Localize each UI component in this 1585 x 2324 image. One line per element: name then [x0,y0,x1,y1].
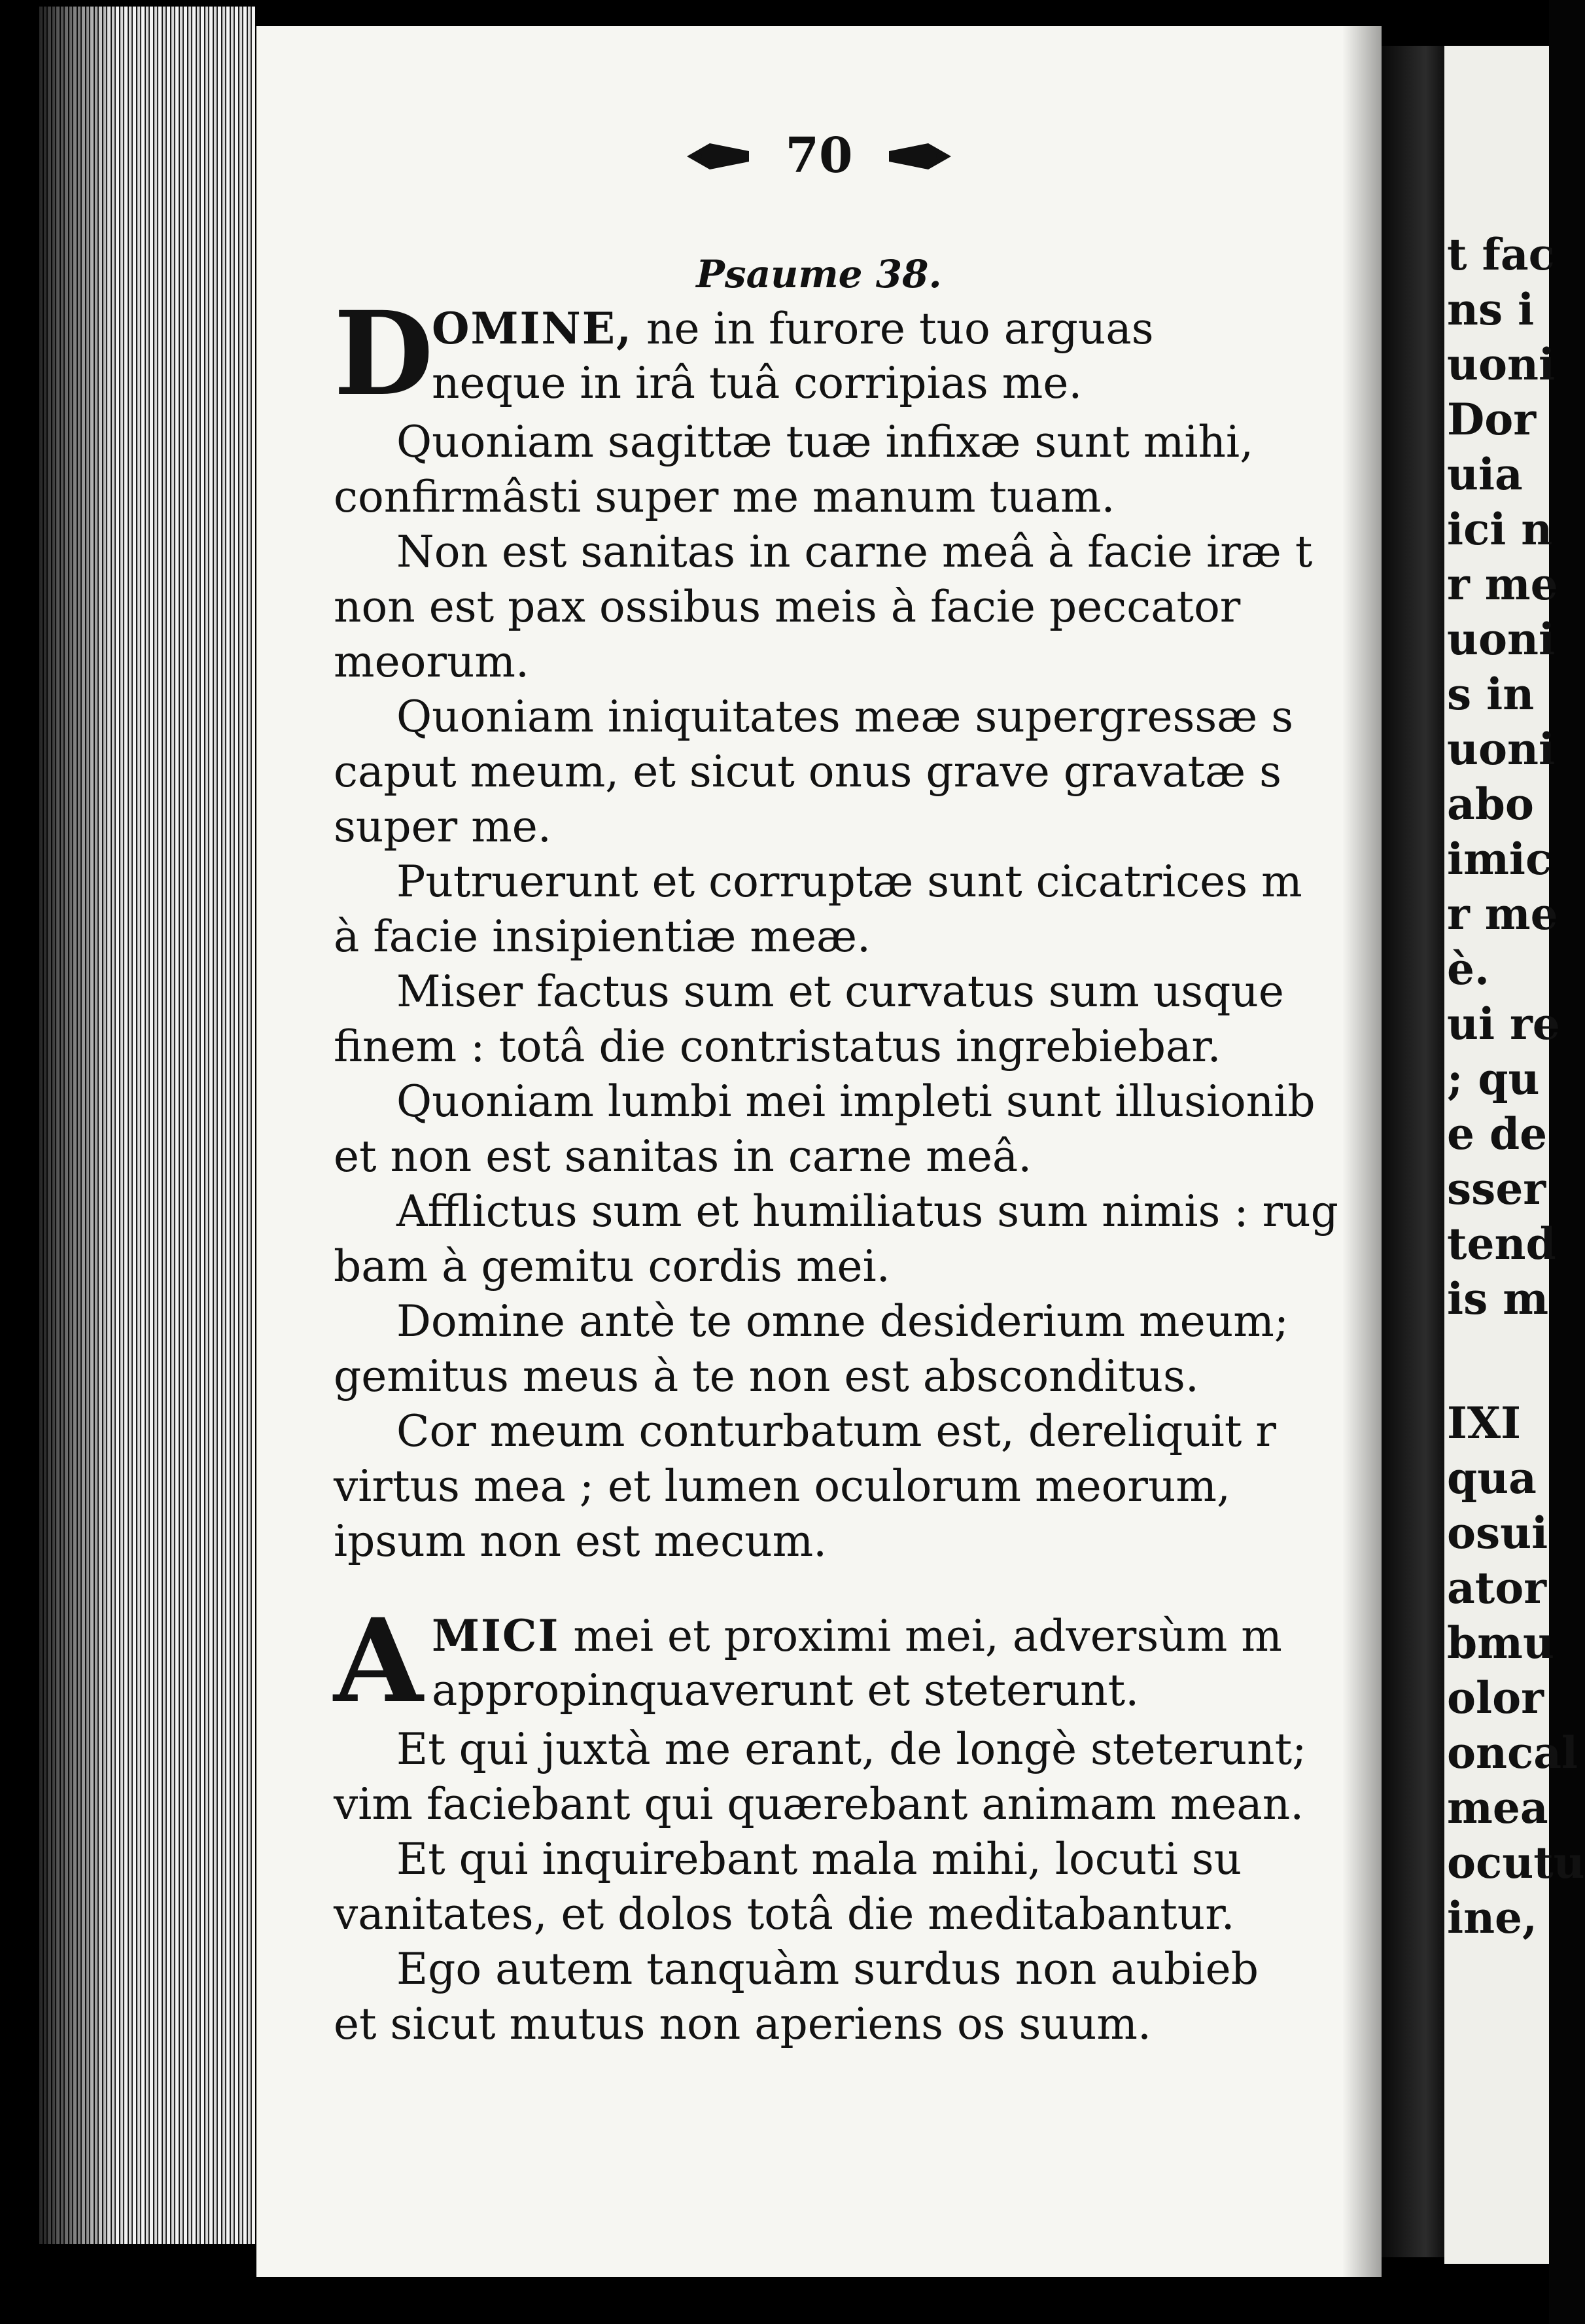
text-line: Quoniam iniquitates meæ supergressæ s [396,692,1294,742]
opening-word: OMINE, [432,303,633,354]
facing-page-line: uia [1447,449,1523,500]
book-spine-shadow [1382,46,1444,2257]
text-line: Quoniam lumbi mei impleti sunt illusionib [396,1076,1315,1127]
text-line [334,301,1380,356]
psalm-title: Psaume 38. [696,252,942,296]
text-line: vim faciebant qui quærebant animam mean. [334,1779,1304,1829]
text-line: caput meum, et sicut onus grave gravatæ s [334,747,1282,797]
page-number: 70 [785,128,853,184]
text-line: super me. [334,801,551,852]
facing-page-line: e de [1447,1108,1548,1159]
book-page [256,26,1382,2277]
text-line [334,1608,1380,1663]
facing-page-line: Dor [1447,394,1537,445]
text-line: ipsum non est mecum. [334,1516,827,1566]
text-line: Cor meum conturbatum est, dereliquit r [396,1406,1276,1456]
drop-cap: D [334,286,434,421]
opening-line-rest: mei et proximi mei, adversùm m [559,1611,1282,1661]
facing-page-line: abo [1447,779,1534,830]
facing-page-line: t fac [1447,229,1555,280]
facing-page-line: IXI [1447,1398,1521,1449]
text-line: Ego autem tanquàm surdus non aubieb [396,1944,1259,1994]
facing-page-line: olor [1447,1672,1544,1723]
text-line: Quoniam sagittæ tuæ infixæ sunt mihi, [396,417,1254,467]
left-ornament-icon [684,132,756,188]
facing-page-line: oncal [1447,1727,1578,1778]
facing-page-line: osui [1447,1507,1548,1558]
drop-cap: A [334,1593,423,1729]
facing-page-line: qua [1447,1452,1537,1504]
text-line: appropinquaverunt et steterunt. [432,1665,1140,1716]
text-line: finem : totâ die contristatus ingrebiebar. [334,1021,1221,1072]
facing-page-line: is m [1447,1273,1549,1324]
facing-page-line: è. [1447,943,1489,995]
opening-word: MICI [432,1610,560,1661]
text-line: et sicut mutus non aperiens os suum. [334,1999,1151,2049]
opening-line-rest: ne in furore tuo arguas [633,304,1154,354]
stanza-1 [334,286,1380,1569]
text-line: bam à gemitu cordis mei. [334,1241,890,1292]
facing-page-line: s in [1447,669,1535,720]
text-line: Domine antè te omne desiderium meum; [396,1296,1289,1347]
stanza-gap [334,1569,1380,1608]
facing-page-line: sser [1447,1163,1546,1214]
text-line: Non est sanitas in carne meâ à facie iræ t [396,527,1313,577]
facing-page-line: ator [1447,1562,1547,1613]
facing-page-line: ; qu [1447,1053,1540,1104]
text-line: à facie insipientiæ meæ. [334,911,871,962]
facing-page-line: imic [1447,834,1552,885]
facing-page-line: uoni [1447,614,1556,665]
facing-page-line: ine, [1447,1892,1538,1943]
stanza-2 [334,1593,1380,2052]
facing-page-line: uoni [1447,339,1556,390]
facing-page-line: ns i [1447,284,1535,335]
facing-page-line: bmu [1447,1617,1554,1668]
page-edges-shadow [39,7,118,2244]
gutter-shadow [1342,26,1382,2277]
text-line: vanitates, et dolos totâ die meditabantur. [334,1889,1235,1939]
facing-page-fragment [1444,46,1585,2264]
text-line: virtus mea ; et lumen oculorum meorum, [334,1461,1230,1511]
facing-page-line: mea [1447,1782,1548,1833]
facing-page-line: tend [1447,1218,1556,1269]
facing-page-line: ocutu [1447,1837,1585,1888]
text-line: gemitus meus à te non est absconditus. [334,1351,1199,1401]
text-line: Miser factus sum et curvatus sum usque [396,966,1284,1017]
text-line: meorum. [334,637,529,687]
text-line: Afflictus sum et humiliatus sum nimis : rug [396,1186,1338,1237]
text-line: et non est sanitas in carne meâ. [334,1131,1032,1182]
text-line: non est pax ossibus meis à facie peccator [334,582,1241,632]
text-line: Et qui juxtà me erant, de longè steterunt; [396,1724,1307,1774]
facing-page-line: ici n [1447,504,1553,555]
page-header [256,128,1382,188]
text-line: Putruerunt et corruptæ sunt cicatrices m [396,856,1302,907]
facing-page-line: ui re [1447,998,1560,1049]
right-ornament-icon [882,132,954,188]
text-line: neque in irâ tuâ corripias me. [432,358,1083,408]
psalm-text [334,286,1380,2052]
text-line: Et qui inquirebant mala mihi, locuti su [396,1834,1242,1884]
facing-page-line: uoni [1447,724,1556,775]
facing-page-line: r me [1447,889,1558,940]
text-line: confirmâsti super me manum tuam. [334,472,1115,522]
facing-page-line: r me [1447,559,1558,610]
